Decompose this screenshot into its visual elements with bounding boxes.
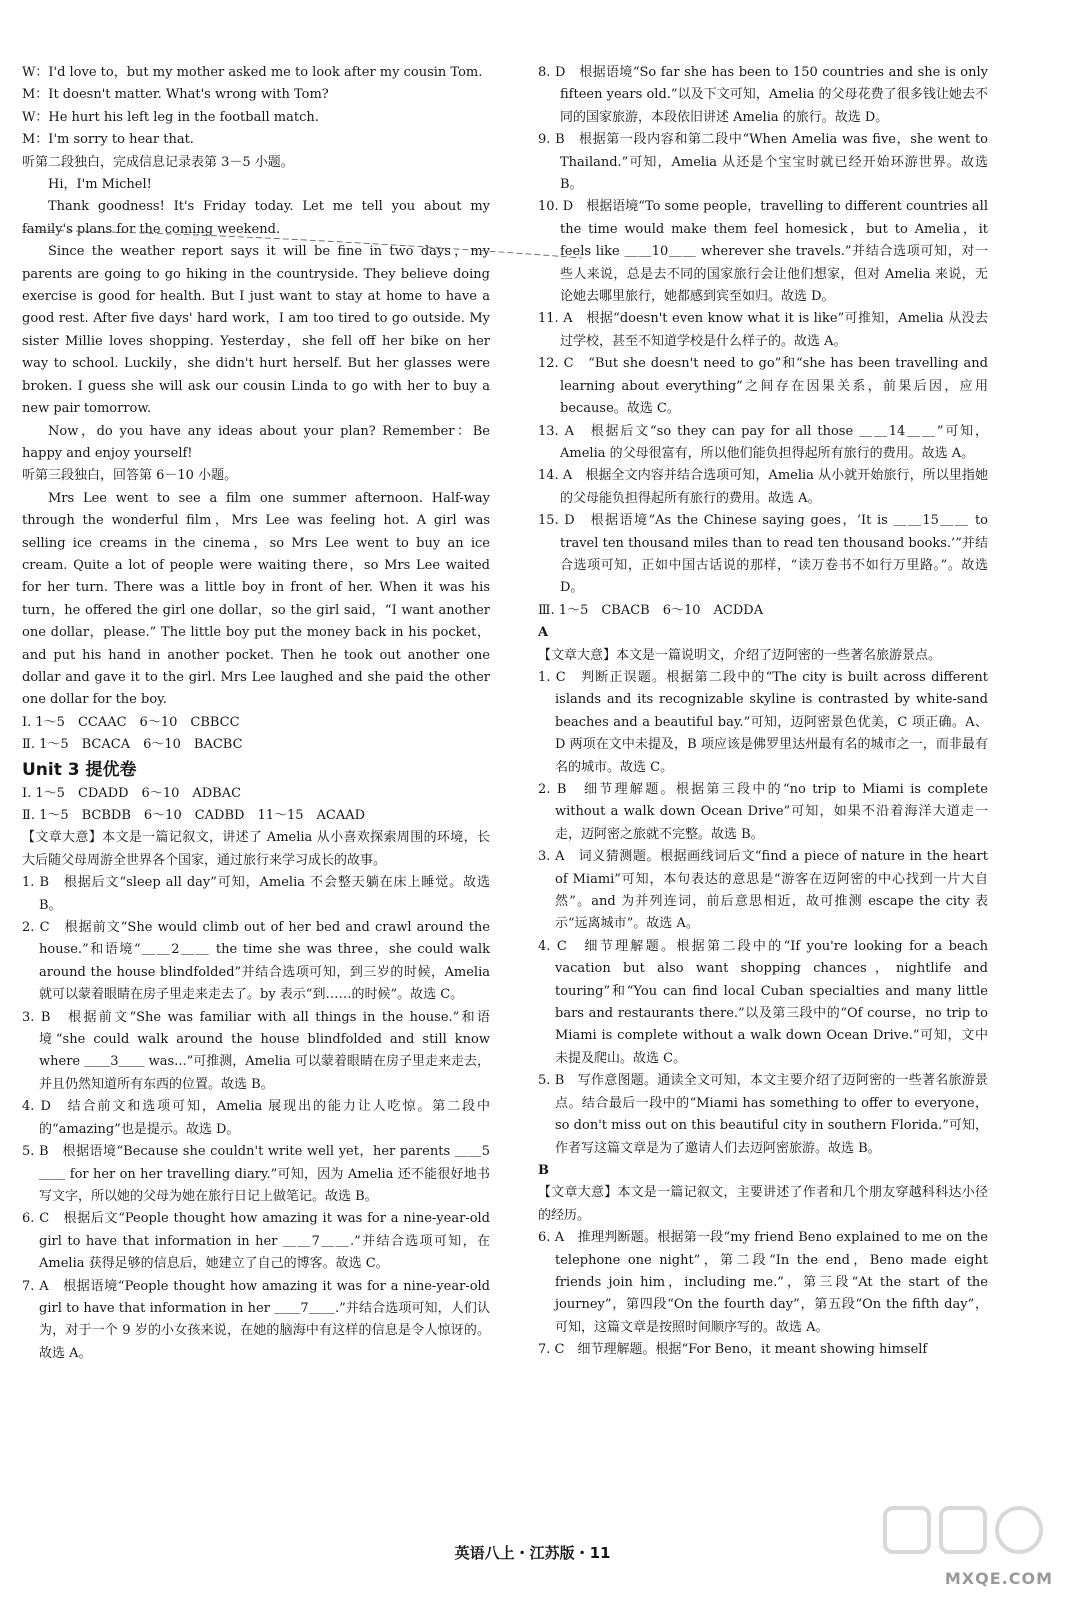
text-paragraph: W：I'd love to，but my mother asked me to look after my cousin Tom. — [22, 65, 483, 80]
text-paragraph: Ⅱ. 1～5 BCBDB 6～10 CADBD 11～15 ACAAD — [22, 808, 366, 823]
section-title: Unit 3 提优卷 — [22, 759, 137, 780]
section-letter: A — [538, 625, 549, 641]
text-paragraph: Hi，I'm Michel! — [48, 177, 152, 193]
text-paragraph: Ⅱ. 1～5 BCACA 6～10 BACBC — [22, 737, 243, 753]
text-paragraph: W：He hurt his left leg in the football match. — [22, 109, 319, 125]
right-column — [538, 62, 988, 1362]
text-paragraph: Since the weather report says it will be fine in two days，my parents are going to go hiking in the countryside. They believe doing exercise is good for health. But I just want to stay at home to have a good rest. After five days' hard work，I am too tired to go outside. My sister Millie loves shopping. Yesterday，she fell off her bike on her way to school. Luckily，she didn't hurt herself. But her glasses were broken. I guess she will ask our cousin Linda to go with her to buy a new pair tomorrow. — [22, 244, 490, 417]
text-paragraph: M：I'm sorry to hear that. — [22, 132, 194, 148]
text-paragraph: 4. C 细节理解题。根据第二段中的“If you're looking for a beach vacation but also want shopping chances，nightlife and touring”和“You can find local Cuban specialties and many little bars and restaurants there.”以及第三段中的“Of course，no trip to Miami is complete without a walk down Ocean Drive.”可知，文中未提及爬山。故选 C。 — [538, 938, 988, 1066]
text-paragraph: 14. A 根据全文内容并结合选项可知，Amelia 从小就开始旅行，所以里指她的父母能负担得起所有旅行的费用。故选 A。 — [538, 468, 988, 506]
text-paragraph: 12. C “But she doesn't need to go”和“she has been travelling and learning about everything”之间存在因果关系，前果后因，应用 because。故选 C。 — [538, 356, 988, 417]
pen-mark — [22, 226, 582, 266]
text-paragraph: 听第三段独白，回答第 6－10 小题。 — [22, 468, 238, 484]
text-paragraph: 1. C 判断正误题。根据第二段中的“The city is built across different islands and its recognizable skyline is contrasted by white-sand beaches and a beautiful bay.”可知，迈阿密景色优美，C 项正确。A、D 两项在文中未提及，B 项应该是佛罗里达州最有名的城市之一，而非最有名的城市。故选 C。 — [538, 669, 988, 775]
watermark-text: MXQE.COM — [944, 1568, 1053, 1588]
text-paragraph: 4. D 结合前文和选项可知，Amelia 展现出的能力让人吃惊。第二段中的“amazing”也是提示。故选 D。 — [22, 1099, 490, 1137]
text-paragraph: 11. A 根据“doesn't even know what it is like”可推知，Amelia 从没去过学校，甚至不知道学校是什么样子的。故选 A。 — [538, 311, 988, 349]
text-paragraph: 【文章大意】本文是一篇说明文，介绍了迈阿密的一些著名旅游景点。 — [538, 647, 942, 663]
text-paragraph: 6. A 推理判断题。根据第一段“my friend Beno explained to me on the telephone one night”，第二段“In the end，Beno made eight friends join him，including me.”，第三段“At the start of the journey”，第四段“On the fourth day”，第五段“On the fifth day”，可知，这篇文章是按照时间顺序写的。故选 A。 — [538, 1230, 988, 1335]
text-paragraph: 10. D 根据语境“To some people，travelling to different countries all the time would make them feel homesick，but to Amelia，it feels like ＿＿10＿＿ wherever she travels.”并结合选项可知，对一些人来说，总是去不同的国家旅行会让他们想家，但对 Amelia 来说，无论她去哪里旅行，她都感到宾至如归。故选 D。 — [538, 199, 988, 305]
text-paragraph: 1. B 根据后文“sleep all day”可知，Amelia 不会整天躺在床上睡觉。故选 B。 — [22, 875, 490, 913]
text-paragraph: 8. D 根据语境“So far she has been to 150 countries and she is only fifteen years old.”以及下文可知，Amelia 的父母花费了很多钱让她去不同的国家旅游，本段依旧讲述 Amelia 的旅行。故选 D。 — [538, 65, 988, 125]
page-footer: 英语八上・江苏版・11 — [454, 1544, 611, 1562]
text-paragraph: 【文章大意】本文是一篇记叙文，主要讲述了作者和几个朋友穿越科科达小径的经历。 — [538, 1185, 988, 1223]
text-paragraph: Now，do you have any ideas about your plan? Remember：Be happy and enjoy yourself! — [22, 423, 490, 461]
text-paragraph: Ⅰ. 1～5 CCAAC 6～10 CBBCC — [22, 714, 240, 730]
text-paragraph: 2. B 细节理解题。根据第三段中的“no trip to Miami is complete without a walk down Ocean Drive”可知，如果不沿着海洋大道走一走，迈阿密之旅就不完整。故选 B。 — [538, 782, 988, 842]
text-paragraph: 15. D 根据语境“As the Chinese saying goes，‘It is ＿＿15＿＿ to travel ten thousand miles than to read ten thousand books.’”并结合选项可知，正如中国古话说的那样，“读万卷书不如行万里路。”。故选 D。 — [538, 513, 988, 596]
text-paragraph: 5. B 根据语境“Because she couldn't write well yet，her parents ＿＿5＿＿ for her on her travelling diary.”可知，因为 Amelia 还不能很好地书写文字，所以她的父母为她在旅行日记上做笔记。故选 B。 — [22, 1144, 490, 1204]
text-paragraph: Ⅲ. 1～5 CBACB 6～10 ACDDA — [538, 602, 764, 618]
section-letter: B — [538, 1162, 549, 1178]
text-paragraph: 3. A 词义猜测题。根据画线词后文“find a piece of nature in the heart of Miami”可知，本句表达的意思是“游客在迈阿密的中心找到一片大自然”。and 为并列连词，前后意思相近，故可推测 escape the city 表示“远离城市”。故选 A。 — [538, 849, 988, 932]
text-paragraph: 7. C 细节理解题。根据“For Beno，it meant showing himself — [538, 1342, 928, 1358]
text-paragraph: Mrs Lee went to see a film one summer afternoon. Half-way through the wonderful film，Mrs Lee was feeling hot. A girl was selling ice creams in the cinema，so Mrs Lee went to buy an ice cream. Quite a lot of people were waiting there，so Mrs Lee waited for her turn. There was a little boy in front of her. When it was his turn，he offered the girl one dollar，so the girl said，“I want another one dollar，please.” The little boy put the money back in his pocket，and put his hand in another pocket. Then he took out another one dollar and gave it to the girl. Mrs Lee laughed and she paid the other one dollar for the boy. — [22, 490, 490, 708]
text-paragraph: Ⅰ. 1～5 CDADD 6～10 ADBAC — [22, 785, 242, 801]
text-paragraph: 听第二段独白，完成信息记录表第 3－5 小题。 — [22, 154, 294, 170]
text-paragraph: 2. C 根据前文“She would climb out of her bed and crawl around the house.”和语境“＿＿2＿＿ the time she was three，she could walk around the house blindfolded”并结合选项可知，到三岁的时候，Amelia 就可以蒙着眼睛在房子里走来走去了。by 表示“到……的时候”。故选 C。 — [22, 920, 490, 1003]
text-paragraph: 3. B 根据前文“She was familiar with all things in the house.”和语境“she could walk around the house blindfolded and still know where ＿＿3＿＿ was...”可推测，Amelia 可以蒙着眼睛在房子里走来走去，并且仍然知道所有东西的位置。故选 B。 — [22, 1009, 490, 1092]
text-paragraph: 7. A 根据语境“People thought how amazing it was for a nine-year-old girl to have that information in her ＿＿7＿＿.”并结合选项可知，人们认为，对于一个 9 岁的小女孩来说，在她的脑海中有这样的信息是令人惊讶的。故选 A。 — [22, 1278, 490, 1361]
text-paragraph: 13. A 根据后文“so they can pay for all those ＿＿14＿＿”可知，Amelia 的父母很富有，所以他们能负担得起所有旅行的费用。故选 A。 — [538, 423, 988, 461]
text-paragraph: 【文章大意】本文是一篇记叙文，讲述了 Amelia 从小喜欢探索周围的环境，长大后随父母周游全世界各个国家，通过旅行来学习成长的故事。 — [22, 830, 490, 868]
text-paragraph: M：It doesn't matter. What's wrong with Tom? — [22, 87, 329, 103]
text-paragraph: 9. B 根据第一段内容和第二段中“When Amelia was five，she went to Thailand.”可知，Amelia 从还是个宝宝时就已经开始环游世界。故选 B。 — [538, 132, 988, 193]
text-paragraph: Thank goodness! It's Friday today. Let me tell you about my family's plans for the coming weekend. — [22, 199, 490, 237]
text-paragraph: 6. C 根据后文“People thought how amazing it was for a nine-year-old girl to have that information in her ＿＿7＿＿.”并结合选项可知，在 Amelia 获得足够的信息后，她建立了自己的博客。故选 C。 — [22, 1211, 490, 1272]
text-paragraph: 5. B 写作意图题。通读全文可知，本文主要介绍了迈阿密的一些著名旅游景点。结合最后一段中的“Miami has something to offer to everyone，so don't miss out on this beautiful city in southern Florida.”可知，作者写这篇文章是为了邀请人们去迈阿密旅游。故选 B。 — [538, 1073, 988, 1156]
